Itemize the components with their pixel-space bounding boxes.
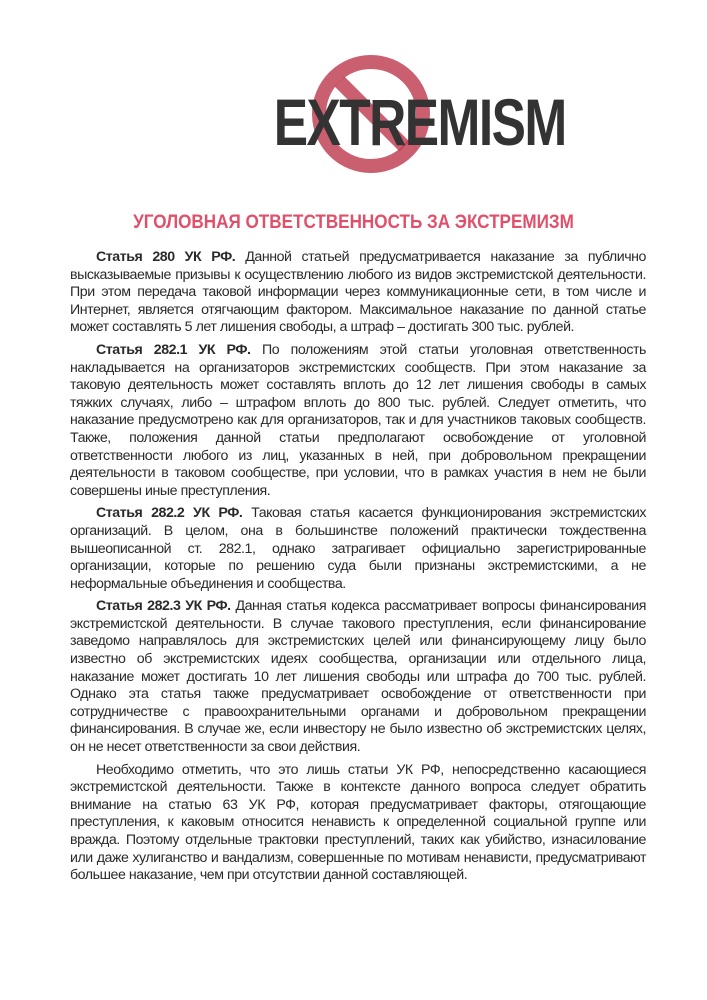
paragraph-article-282-1 [70, 342, 646, 500]
extremism-logo [244, 55, 566, 195]
paragraph-text: По положениям этой статьи уголовная ответственность накладывается на организаторов экстремистских сообществ. При этом наказание за таковую деятельность может составлять вплоть до 12 лет лишения свободы в самых тяжких случаях, либо – штрафом вплоть до 800 тыс. рублей. Следует отметить, что наказание предусмотрено как для организаторов, так и для участников таковых сообществ. Также, положения данной статьи предполагают освобождение от уголовной ответственности любого из лиц, указанных в ней, при добровольном прекращении деятельности в таковом сообществе, при условии, что в рамках участия в нем не были совершены иные преступления. [70, 341, 646, 499]
paragraph-article-280 [70, 249, 646, 337]
paragraph-text: Таковая статья касается функционирования экстремистских организаций. В целом, она в большинстве положений практически тождественна вышеописанной ст. 282.1, однако затрагивает официально зарегистрированные организации, которые по решению суда были признаны экстремистскими, а не неформальные объединения и сообщества. [70, 505, 647, 592]
article-heading: Статья 282.3 УК РФ. [96, 598, 231, 615]
paragraph-text: Необходимо отметить, что это лишь статьи УК РФ, непосредственно касающиеся экстремистской деятельности. Также в контексте данного вопроса следует обратить внимание на статью 63 УК РФ, которая предусматривает факторы, отягощающие преступления, к каковым относится ненависть к определенной социальной группе или вражда. Поэтому отдельные трактовки преступлений, таких как убийство, изнасилование или даже хулиганство и вандализм, совершенные по мотивам ненависти, предусматривают большее наказание, чем при отсутствии данной составляющей. [70, 761, 646, 884]
article-heading: Статья 282.2 УК РФ. [96, 505, 243, 522]
paragraph-text: Данной статьей предусматривается наказание за публично высказываемые призывы к осуществлению любого из видов экстремистской деятельности. При этом передача таковой информации через коммуникационные сети, в том числе и Интернет, является отягчающим фактором. Максимальное наказание по данной статье может составлять 5 лет лишения свободы, а штраф – достигать 300 тыс. рублей. [70, 249, 646, 336]
article-heading: Статья 282.1 УК РФ. [96, 341, 251, 358]
document-body [70, 249, 646, 890]
paragraph-article-282-2 [70, 505, 646, 593]
paragraph-conclusion [70, 762, 646, 885]
logo-word: EXTREMISM [273, 85, 566, 159]
paragraph-article-282-3 [70, 598, 646, 756]
page-title: УГОЛОВНАЯ ОТВЕТСТВЕННОСТЬ ЗА ЭКСТРЕМИЗМ [133, 212, 574, 233]
paragraph-text: Данная статья кодекса рассматривает вопросы финансирования экстремистской деятельности. В случае такового преступления, если финансирование заведомо направлялось для экстремистских целей или финансирующему лицу было известно об экстремистских идеях сообщества, организации или отдельного лица, наказание может достигать 10 лет лишения свободы или штрафа до 700 тыс. рублей. Однако эта статья также предусматривает освобождение от ответственности при сотрудничестве с правоохранительными органами и добровольном прекращении финансирования. В случае же, если инвестору не было известно об экстремистских целях, он не несет ответственности за свои действия. [70, 598, 646, 756]
article-heading: Статья 280 УК РФ. [96, 249, 236, 265]
